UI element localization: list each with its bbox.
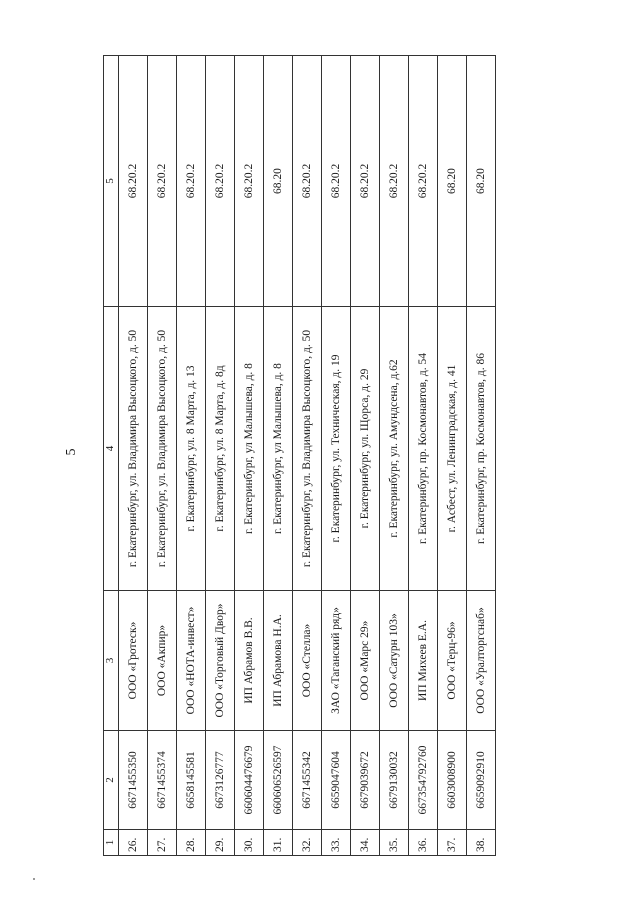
organization-cell: ООО «Марс 29»	[350, 591, 379, 731]
inn-cell: 6671455350	[118, 731, 147, 830]
inn-cell: 6603008900	[437, 731, 466, 830]
header-col-4: 4	[104, 307, 119, 591]
table-row	[205, 56, 234, 856]
organization-cell: ИП Абрамова Н.А.	[263, 591, 292, 731]
table-row	[437, 56, 466, 856]
okved-code-cell: 68.20.2	[292, 56, 321, 307]
table-row	[263, 56, 292, 856]
address-cell: г. Екатеринбург, ул Малышева, д. 8	[263, 307, 292, 591]
okved-code-cell: 68.20.2	[118, 56, 147, 307]
table-body	[118, 56, 495, 856]
inn-cell: 6658145581	[176, 731, 205, 830]
inn-cell: 6679130032	[379, 731, 408, 830]
page-number: 5	[64, 448, 79, 456]
inn-cell: 667354792760	[408, 731, 437, 830]
organization-cell: ООО «Стелла»	[292, 591, 321, 731]
address-cell: г. Екатеринбург, ул. Амундсена, д.62	[379, 307, 408, 591]
address-cell: г. Екатеринбург, ул Малышева, д. 8	[234, 307, 263, 591]
table-header-row	[104, 56, 119, 856]
organization-cell: ИП Михеев Е.А.	[408, 591, 437, 731]
address-cell: г. Екатеринбург, ул. Техническая, д. 19	[321, 307, 350, 591]
header-col-1: 1	[104, 830, 119, 856]
table-row	[234, 56, 263, 856]
inn-cell: 6671455374	[147, 731, 176, 830]
organization-cell: ООО «НОТА-инвест»	[176, 591, 205, 731]
organization-cell: ЗАО «Таганский ряд»	[321, 591, 350, 731]
scan-speck	[33, 878, 35, 880]
organization-cell: ООО «Сатурн 103»	[379, 591, 408, 731]
okved-code-cell: 68.20.2	[234, 56, 263, 307]
row-number: 27.	[147, 830, 176, 856]
inn-cell: 6671455342	[292, 731, 321, 830]
row-number: 32.	[292, 830, 321, 856]
organization-cell: ООО «Терц-96»	[437, 591, 466, 731]
okved-code-cell: 68.20.2	[379, 56, 408, 307]
address-cell: г. Екатеринбург, ул. Владимира Высоцкого, д. 50	[118, 307, 147, 591]
okved-code-cell: 68.20	[437, 56, 466, 307]
table-row	[408, 56, 437, 856]
inn-cell: 6679039672	[350, 731, 379, 830]
header-col-5: 5	[104, 56, 119, 307]
row-number: 33.	[321, 830, 350, 856]
address-cell: г. Екатеринбург, пр. Космонавтов, д. 86	[466, 307, 495, 591]
address-cell: г. Екатеринбург, ул. Щорса, д. 29	[350, 307, 379, 591]
organization-cell: ООО «Уралторгснаб»	[466, 591, 495, 731]
okved-code-cell: 68.20.2	[321, 56, 350, 307]
row-number: 30.	[234, 830, 263, 856]
row-number: 35.	[379, 830, 408, 856]
table-row	[176, 56, 205, 856]
inn-cell: 6659092910	[466, 731, 495, 830]
row-number: 29.	[205, 830, 234, 856]
inn-cell: 660606526597	[263, 731, 292, 830]
organization-cell: ООО «Акпир»	[147, 591, 176, 731]
address-cell: г. Екатеринбург, ул. 8 Марта, д. 13	[176, 307, 205, 591]
row-number: 26.	[118, 830, 147, 856]
address-cell: г. Екатеринбург, ул. Владимира Высоцкого, д. 50	[147, 307, 176, 591]
organization-cell: ООО «Гротеск»	[118, 591, 147, 731]
table-row	[350, 56, 379, 856]
address-cell: г. Екатеринбург, ул. 8 Марта, д. 8д	[205, 307, 234, 591]
table-row	[292, 56, 321, 856]
registry-table	[103, 55, 496, 856]
header-col-3: 3	[104, 591, 119, 731]
table-row	[118, 56, 147, 856]
okved-code-cell: 68.20.2	[147, 56, 176, 307]
row-number: 28.	[176, 830, 205, 856]
row-number: 38.	[466, 830, 495, 856]
organization-cell: ИП Абрамов В.В.	[234, 591, 263, 731]
table-row	[321, 56, 350, 856]
address-cell: г. Екатеринбург, пр. Космонавтов, д. 54	[408, 307, 437, 591]
table-row	[147, 56, 176, 856]
inn-cell: 6659047604	[321, 731, 350, 830]
registry-table-rotated	[103, 56, 496, 856]
okved-code-cell: 68.20	[466, 56, 495, 307]
row-number: 36.	[408, 830, 437, 856]
row-number: 37.	[437, 830, 466, 856]
okved-code-cell: 68.20.2	[350, 56, 379, 307]
table-row	[379, 56, 408, 856]
okved-code-cell: 68.20	[263, 56, 292, 307]
header-col-2: 2	[104, 731, 119, 830]
address-cell: г. Екатеринбург, ул. Владимира Высоцкого, д. 50	[292, 307, 321, 591]
organization-cell: ООО «Торговый Двор»	[205, 591, 234, 731]
okved-code-cell: 68.20.2	[408, 56, 437, 307]
address-cell: г. Асбест, ул. Ленинградская, д. 41	[437, 307, 466, 591]
row-number: 34.	[350, 830, 379, 856]
okved-code-cell: 68.20.2	[176, 56, 205, 307]
table-row	[466, 56, 495, 856]
row-number: 31.	[263, 830, 292, 856]
inn-cell: 660604476679	[234, 731, 263, 830]
okved-code-cell: 68.20.2	[205, 56, 234, 307]
inn-cell: 6673126777	[205, 731, 234, 830]
